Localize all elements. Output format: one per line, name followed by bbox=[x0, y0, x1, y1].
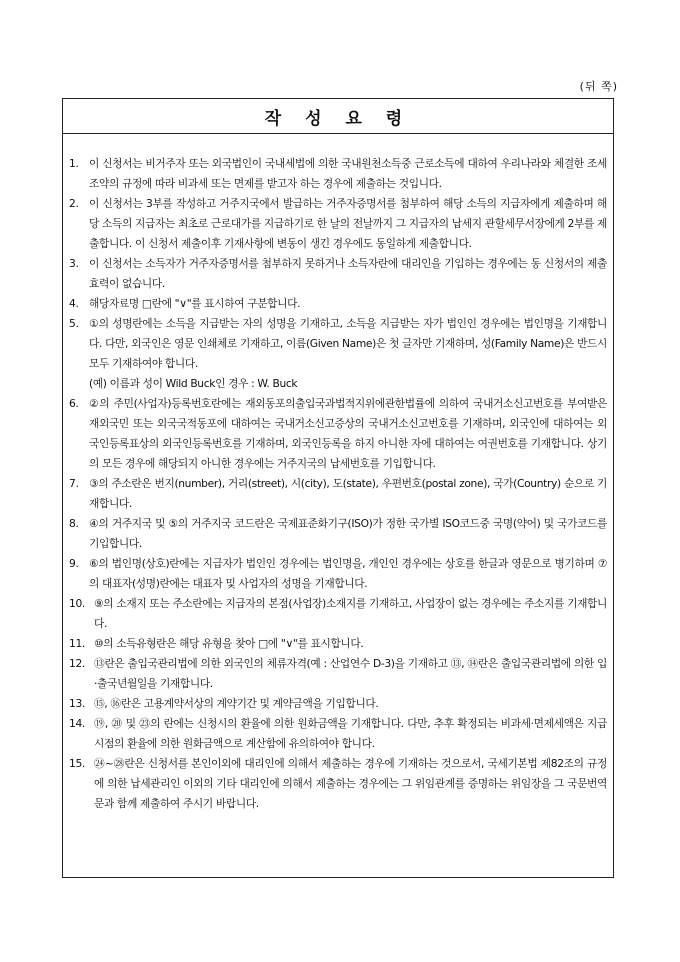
instruction-number: 10. bbox=[69, 597, 85, 610]
instruction-item bbox=[69, 654, 607, 694]
instruction-text: ⑩의 소득유형란은 해당 유형을 찾아 □에 "∨"를 표시합니다. bbox=[94, 637, 364, 650]
instruction-number: 5. bbox=[69, 317, 79, 330]
document-title: 작 성 요 령 bbox=[264, 108, 412, 129]
instruction-text: 해당자료명 □란에 "∨"를 표시하여 구분합니다. bbox=[89, 297, 301, 310]
instruction-text: ⑲, ⑳ 및 ㉓의 란에는 신청시의 환율에 의한 원화금액을 기재합니다. 다만, 추후 확정되는 비과세·면제세액은 지급시점의 환율에 의한 원화금액으로 계산함에 유의하여야 합니다. bbox=[94, 717, 607, 750]
instruction-number: 14. bbox=[69, 717, 85, 730]
instruction-text: ①의 성명란에는 소득을 지급받는 자의 성명을 기재하고, 소득을 지급받는 자가 법인인 경우에는 법인명을 기재합니다. 다만, 외국인은 영문 인쇄체로 기재하고, 이름(Given Name)은 첫 글자만 기재하며, 성(Family Name)은 반드시 모두 기재하여야 합니다. bbox=[89, 317, 607, 370]
instruction-number: 15. bbox=[69, 757, 85, 770]
instruction-number: 13. bbox=[69, 697, 85, 710]
instruction-number: 7. bbox=[69, 477, 79, 490]
instructions-box bbox=[62, 98, 614, 878]
title-row bbox=[63, 99, 613, 134]
instruction-number: 9. bbox=[69, 557, 79, 570]
instruction-item bbox=[69, 514, 607, 554]
page-side-label: (뒤 쪽) bbox=[579, 80, 618, 93]
instruction-item bbox=[69, 714, 607, 754]
instruction-item bbox=[69, 254, 607, 294]
instruction-text: (예) 이름과 성이 Wild Buck인 경우 : W. Buck bbox=[89, 377, 298, 390]
instruction-number bbox=[69, 374, 89, 394]
instruction-item bbox=[69, 154, 607, 194]
instruction-text: ㉔~㉘란은 신청서를 본인이외에 대리인에 의해서 제출하는 경우에 기재하는 것으로서, 국세기본법 제82조의 규정에 의한 납세관리인 이외의 기타 대리인에 의해서 제출하는 경우에는 그 위임관계를 증명하는 위임장을 그 국문번역문과 함께 제출하여 주시기 바랍니다. bbox=[94, 757, 607, 810]
instruction-text: ⑨의 소재지 또는 주소란에는 지급자의 본점(사업장)소재지를 기재하고, 사업장이 없는 경우에는 주소지를 기재합니다. bbox=[94, 597, 607, 630]
instruction-item bbox=[69, 634, 607, 654]
instruction-text: 이 신청서는 3부를 작성하고 거주지국에서 발급하는 거주자증명서를 첨부하여 해당 소득의 지급자에게 제출하며 해당 소득의 지급자는 최초로 근로대가를 지급하기로 한 날의 전날까지 그 지급자의 납세지 관할세무서장에게 2부를 제출합니다. 이 신청서 제출이후 기재사항에 변동이 생긴 경우에도 동일하게 제출합니다. bbox=[89, 197, 607, 250]
instruction-number: 8. bbox=[69, 517, 79, 530]
instruction-item bbox=[69, 554, 607, 594]
instruction-item bbox=[69, 694, 607, 714]
instruction-text: ⑬란은 출입국관리법에 의한 외국인의 체류자격(예 : 산업연수 D-3)을 기재하고 ⑬, ⑭란은 출입국관리법에 의한 입·출국년월일을 기재합니다. bbox=[94, 657, 607, 690]
instruction-text: ④의 거주지국 및 ⑤의 거주지국 코드란은 국제표준화기구(ISO)가 정한 국가별 ISO코드중 국명(약어) 및 국가코드를 기입합니다. bbox=[89, 517, 607, 550]
instruction-item bbox=[69, 394, 607, 474]
instruction-item bbox=[69, 594, 607, 634]
instruction-item bbox=[69, 294, 607, 314]
instruction-number: 12. bbox=[69, 657, 85, 670]
instruction-text: ②의 주민(사업자)등록번호란에는 재외동포의출입국과법적지위에관한법률에 의하여 국내거소신고번호를 부여받은 재외국민 또는 외국국적동포에 대하여는 국내거소신고증상의 국내거소신고번호를 기재하며, 외국인에 대하여는 외국인등록표상의 외국인등록번호를 기재하며, 외국인등록을 하지 아니한 자에 대하여는 여권번호를 기재합니다. 상기의 모든 경우에 해당되지 아니한 경우에는 거주지국의 납세번호를 기입합니다. bbox=[89, 397, 607, 470]
instruction-number: 1. bbox=[69, 157, 79, 170]
instruction-text: ③의 주소란은 번지(number), 거리(street), 시(city), 도(state), 우편번호(postal zone), 국가(Country) 순으로 기재합니다. bbox=[89, 477, 607, 510]
instruction-item bbox=[69, 314, 607, 374]
instructions-list bbox=[63, 134, 613, 814]
instruction-item bbox=[69, 754, 607, 814]
instruction-text: 이 신청서는 소득자가 거주자증명서를 첨부하지 못하거나 소득자란에 대리인을 기입하는 경우에는 동 신청서의 제출효력이 없습니다. bbox=[89, 257, 607, 290]
instruction-number: 11. bbox=[69, 637, 85, 650]
instruction-text: ⑮, ⑯란은 고용계약서상의 계약기간 및 계약금액을 기입합니다. bbox=[94, 697, 379, 710]
instruction-number: 3. bbox=[69, 257, 79, 270]
instruction-text: ⑥의 법인명(상호)란에는 지급자가 법인인 경우에는 법인명을, 개인인 경우에는 상호를 한글과 영문으로 병기하며 ⑦의 대표자(성명)란에는 대표자 및 사업자의 성명을 기재합니다. bbox=[89, 557, 607, 590]
instruction-number: 6. bbox=[69, 397, 79, 410]
instruction-number: 2. bbox=[69, 197, 79, 210]
instruction-text: 이 신청서는 비거주자 또는 외국법인이 국내세법에 의한 국내원천소득중 근로소득에 대하여 우리나라와 체결한 조세조약의 규정에 따라 비과세 또는 면제를 받고자 하는 경우에 제출하는 것입니다. bbox=[89, 157, 607, 190]
instruction-item bbox=[69, 474, 607, 514]
instruction-item bbox=[69, 194, 607, 254]
instruction-item bbox=[69, 374, 607, 394]
instruction-number: 4. bbox=[69, 297, 79, 310]
